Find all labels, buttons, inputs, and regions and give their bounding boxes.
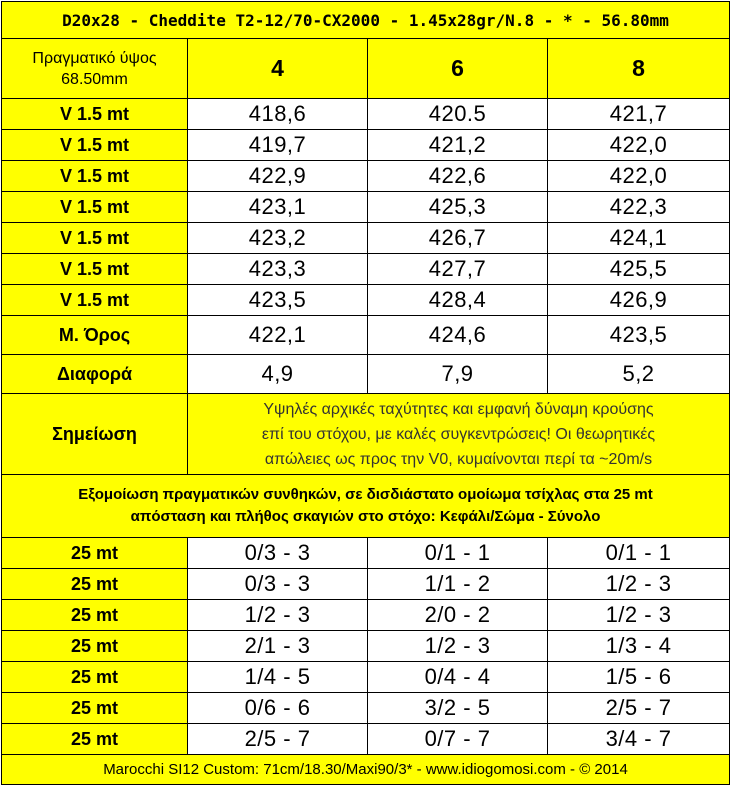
difference-label: Διαφορά — [2, 355, 188, 394]
target-value: 1/2 - 3 — [548, 600, 730, 631]
velocity-row — [2, 223, 730, 254]
average-value: 422,1 — [188, 316, 368, 355]
target-value: 3/4 - 7 — [548, 724, 730, 755]
target-value: 2/0 - 2 — [368, 600, 548, 631]
target-value: 3/2 - 5 — [368, 693, 548, 724]
difference-value: 5,2 — [548, 355, 730, 394]
velocity-row-label: V 1.5 mt — [2, 130, 188, 161]
target-value: 1/1 - 2 — [368, 569, 548, 600]
target-row — [2, 662, 730, 693]
velocity-row — [2, 161, 730, 192]
average-label: Μ. Όρος — [2, 316, 188, 355]
velocity-value: 425,5 — [548, 254, 730, 285]
velocity-row — [2, 130, 730, 161]
actual-height-label — [2, 39, 188, 99]
target-row — [2, 600, 730, 631]
velocity-value: 422,6 — [368, 161, 548, 192]
data-table — [1, 1, 730, 785]
average-row — [2, 316, 730, 355]
simulation-row — [2, 475, 730, 538]
note-line: απώλειες ως προς την V0, κυμαίνονται περί τα ~20m/s — [264, 450, 653, 468]
note-text — [188, 394, 730, 475]
velocity-value: 426,7 — [368, 223, 548, 254]
velocity-row-label: V 1.5 mt — [2, 254, 188, 285]
column-header-6: 6 — [368, 39, 548, 99]
target-value: 1/5 - 6 — [548, 662, 730, 693]
target-row-label: 25 mt — [2, 693, 188, 724]
actual-height-label-line1: Πραγματικό ύψος — [32, 49, 157, 67]
target-value: 0/3 - 3 — [188, 538, 368, 569]
velocity-value: 423,5 — [188, 285, 368, 316]
velocity-value: 422,0 — [548, 130, 730, 161]
simulation-line: Εξομοίωση πραγματικών συνθηκών, σε δισδιάστατο ομοίωμα τσίχλας στα 25 mt — [78, 486, 653, 503]
target-row — [2, 569, 730, 600]
difference-value: 4,9 — [188, 355, 368, 394]
note-line: επί του στόχου, με καλές συγκεντρώσεις! Οι θεωρητικές — [261, 425, 656, 443]
target-value: 1/2 - 3 — [368, 631, 548, 662]
target-row-label: 25 mt — [2, 662, 188, 693]
footer-credits: Marocchi SI12 Custom: 71cm/18.30/Maxi90/3* - www.idiogomosi.com - © 2014 — [2, 755, 730, 785]
velocity-row — [2, 99, 730, 130]
ballistics-sheet — [1, 1, 729, 785]
target-value: 1/3 - 4 — [548, 631, 730, 662]
target-value: 2/1 - 3 — [188, 631, 368, 662]
target-row-label: 25 mt — [2, 724, 188, 755]
target-row-label: 25 mt — [2, 631, 188, 662]
difference-row — [2, 355, 730, 394]
note-line: Υψηλές αρχικές ταχύτητες και εμφανή δύναμη κρούσης — [263, 400, 654, 418]
velocity-value: 423,2 — [188, 223, 368, 254]
target-value: 0/4 - 4 — [368, 662, 548, 693]
velocity-value: 419,7 — [188, 130, 368, 161]
velocity-value: 422,3 — [548, 192, 730, 223]
note-row — [2, 394, 730, 475]
target-row — [2, 724, 730, 755]
target-value: 1/2 - 3 — [548, 569, 730, 600]
velocity-value: 422,9 — [188, 161, 368, 192]
target-value: 0/7 - 7 — [368, 724, 548, 755]
velocity-value: 423,1 — [188, 192, 368, 223]
velocity-value: 421,2 — [368, 130, 548, 161]
velocity-value: 420.5 — [368, 99, 548, 130]
velocity-row — [2, 192, 730, 223]
velocity-value: 418,6 — [188, 99, 368, 130]
column-header-4: 4 — [188, 39, 368, 99]
velocity-value: 422,0 — [548, 161, 730, 192]
sheet-title: D20x28 - Cheddite T2-12/70-CX2000 - 1.45x28gr/N.8 - * - 56.80mm — [2, 2, 730, 39]
velocity-row-label: V 1.5 mt — [2, 223, 188, 254]
average-value: 424,6 — [368, 316, 548, 355]
velocity-value: 423,3 — [188, 254, 368, 285]
target-row — [2, 538, 730, 569]
velocity-value: 424,1 — [548, 223, 730, 254]
target-row — [2, 631, 730, 662]
target-value: 1/2 - 3 — [188, 600, 368, 631]
actual-height-value: 68.50mm — [61, 70, 128, 88]
velocity-value: 426,9 — [548, 285, 730, 316]
average-value: 423,5 — [548, 316, 730, 355]
target-value: 0/3 - 3 — [188, 569, 368, 600]
column-header-8: 8 — [548, 39, 730, 99]
target-row — [2, 693, 730, 724]
velocity-value: 421,7 — [548, 99, 730, 130]
target-value: 0/1 - 1 — [548, 538, 730, 569]
target-row-label: 25 mt — [2, 569, 188, 600]
velocity-row-label: V 1.5 mt — [2, 161, 188, 192]
simulation-description — [2, 475, 730, 538]
target-row-label: 25 mt — [2, 538, 188, 569]
velocity-value: 425,3 — [368, 192, 548, 223]
velocity-row-label: V 1.5 mt — [2, 99, 188, 130]
target-value: 0/1 - 1 — [368, 538, 548, 569]
velocity-row — [2, 254, 730, 285]
velocity-value: 428,4 — [368, 285, 548, 316]
velocity-row-label: V 1.5 mt — [2, 192, 188, 223]
difference-value: 7,9 — [368, 355, 548, 394]
velocity-value: 427,7 — [368, 254, 548, 285]
target-row-label: 25 mt — [2, 600, 188, 631]
target-value: 2/5 - 7 — [188, 724, 368, 755]
target-value: 2/5 - 7 — [548, 693, 730, 724]
target-value: 0/6 - 6 — [188, 693, 368, 724]
simulation-line: απόσταση και πλήθος σκαγιών στο στόχο: Κεφάλι/Σώμα - Σύνολο — [130, 508, 601, 525]
note-label: Σημείωση — [2, 394, 188, 475]
target-value: 1/4 - 5 — [188, 662, 368, 693]
velocity-row-label: V 1.5 mt — [2, 285, 188, 316]
velocity-row — [2, 285, 730, 316]
